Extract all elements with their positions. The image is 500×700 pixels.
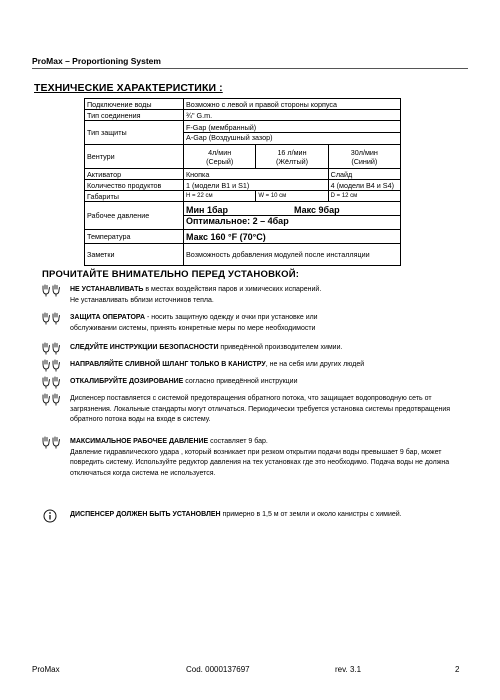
instruction-bold: ЗАЩИТА ОПЕРАТОРА	[70, 314, 146, 321]
gloves-icon	[42, 376, 62, 390]
cell-label: Количество продуктов	[85, 180, 184, 191]
cell-value: Возможность добавления модулей после инсталляции	[184, 244, 401, 266]
table-row	[85, 145, 401, 169]
instruction-text: , не на себя или других людей	[265, 361, 365, 368]
page-number: 2	[455, 665, 460, 674]
spec-table	[84, 98, 401, 266]
cell-label: Тип соединения	[85, 110, 184, 121]
instruction-text: Не устанавливать вблизи источников тепла.	[70, 296, 214, 304]
table-row	[85, 99, 401, 110]
instruction-max-pressure	[70, 437, 470, 479]
gloves-icon	[42, 342, 62, 356]
cell-label: Температура	[85, 230, 184, 244]
venturi-yellow	[256, 145, 328, 169]
table-row	[85, 230, 401, 244]
instruction-safety	[70, 343, 470, 354]
table-row	[85, 169, 401, 180]
table-row	[85, 110, 401, 121]
instruction-text: - носить защитную одежду и очки при установке или	[145, 314, 318, 321]
gloves-icon	[42, 284, 62, 298]
dim-width: W = 10 см	[256, 191, 328, 202]
table-row	[85, 202, 401, 230]
footer-code: Cod. 0000137697	[186, 665, 250, 674]
header-divider	[32, 68, 468, 69]
instruction-no-install	[70, 285, 470, 306]
protection-agap: A-Gap (Воздушный зазор)	[186, 133, 273, 142]
instruction-bold: СЛЕДУЙТЕ ИНСТРУКЦИИ БЕЗОПАСНОСТИ	[70, 344, 219, 351]
cell-value	[184, 121, 401, 145]
instruction-bold: НАПРАВЛЯЙТЕ СЛИВНОЙ ШЛАНГ ТОЛЬКО В КАНИСТРУ	[70, 361, 266, 368]
gloves-icon	[42, 312, 62, 326]
read-carefully-title: ПРОЧИТАЙТЕ ВНИМАТЕЛЬНО ПЕРЕД УСТАНОВКОЙ:	[42, 269, 300, 280]
table-row	[85, 180, 401, 191]
instruction-backflow	[70, 394, 470, 426]
cell-label: Габариты	[85, 191, 184, 202]
instruction-bold: ОТКАЛИБРУЙТЕ ДОЗИРОВАНИЕ	[70, 378, 184, 385]
gloves-icon	[42, 359, 62, 373]
instruction-text: Диспенсер поставляется с системой предотвращения обратного потока, что защищает водопроводную сеть от загрязнения. Локальные стандарты могут отличаться. Периодически требуется установка системы предотвращения обратного потока воды на входе в систему.	[70, 395, 451, 423]
instruction-text: обслуживании системы, принять конкретные меры по мере необходимости	[70, 324, 316, 332]
dim-depth: D = 12 см	[328, 191, 400, 202]
info-icon	[43, 509, 57, 523]
cell-label: Активатор	[85, 169, 184, 180]
pressure-max: Макс 9бар	[294, 205, 340, 215]
table-row	[85, 121, 401, 145]
footer-revision: rev. 3.1	[335, 665, 362, 674]
protection-fgap: F-Gap (мембранный)	[184, 123, 400, 133]
cell-value: Макс 160 °F (70°C)	[184, 230, 401, 244]
gloves-icon	[42, 436, 62, 450]
cell-value: Слайд	[328, 169, 400, 180]
instruction-bold: НЕ УСТАНАВЛИВАТЬ	[70, 286, 144, 293]
table-row	[85, 191, 401, 202]
instruction-bold: ДИСПЕНСЕР ДОЛЖЕН БЫТЬ УСТАНОВЛЕН	[70, 511, 221, 518]
pressure-min: Мин 1бар	[186, 205, 229, 215]
instruction-text: Давление гидравлического удара , который возникает при резком открытии подачи воды превышает 9 бар, может повредить систему. Используйте редуктор давления на тех установках где это необходимо. Подача воды не должна отключаться когда система не используется.	[70, 448, 450, 477]
instruction-bold: МАКСИМАЛЬНОЕ РАБОЧЕЕ ДАВЛЕНИЕ	[70, 438, 209, 445]
footer-product: ProMax	[32, 665, 60, 674]
table-row	[85, 244, 401, 266]
instruction-drain-hose	[70, 360, 470, 371]
venturi-blue	[328, 145, 400, 169]
gloves-icon	[42, 393, 62, 407]
instruction-text: приведённой производителем химии.	[218, 344, 343, 351]
cell-label: Заметки	[85, 244, 184, 266]
instruction-text: составляет 9 бар.	[208, 438, 268, 445]
cell-value: ¾" G.m.	[184, 110, 401, 121]
venturi-rate: 30л/мин	[350, 147, 378, 157]
instruction-text: в местах воздействия паров и химических испарений.	[143, 286, 322, 293]
cell-value: 1 (модели B1 и S1)	[184, 180, 329, 191]
document-header: ProMax – Proportioning System	[32, 56, 161, 66]
cell-label: Подключение воды	[85, 99, 184, 110]
spec-title: ТЕХНИЧЕСКИЕ ХАРАКТЕРИСТИКИ :	[34, 82, 223, 94]
venturi-rate: 16 л/мин	[277, 147, 307, 157]
dim-height: H = 22 см	[184, 191, 256, 202]
pressure-optimal: Оптимальное: 2 – 4бар	[186, 216, 289, 226]
instruction-install-height	[70, 510, 470, 521]
instruction-operator-protection	[70, 313, 470, 334]
venturi-color: (Синий)	[351, 156, 378, 166]
venturi-color: (Серый)	[206, 156, 234, 166]
venturi-rate: 4л/мин	[208, 147, 232, 157]
cell-value: Возможно с левой и правой стороны корпуса	[184, 99, 401, 110]
cell-value: 4 (модели B4 и S4)	[328, 180, 400, 191]
cell-label: Тип защиты	[85, 121, 184, 145]
cell-label: Рабочее давление	[85, 202, 184, 230]
venturi-color: (Жёлтый)	[275, 156, 309, 166]
instruction-text: согласно приведённой инструкции	[183, 378, 298, 385]
instruction-text: примерно в 1,5 м от земли и около канистры с химией.	[220, 511, 402, 518]
cell-label: Вентури	[85, 145, 184, 169]
instruction-calibrate	[70, 377, 470, 388]
pressure-cell	[184, 202, 401, 230]
venturi-grey	[184, 145, 256, 169]
cell-value: Кнопка	[184, 169, 329, 180]
